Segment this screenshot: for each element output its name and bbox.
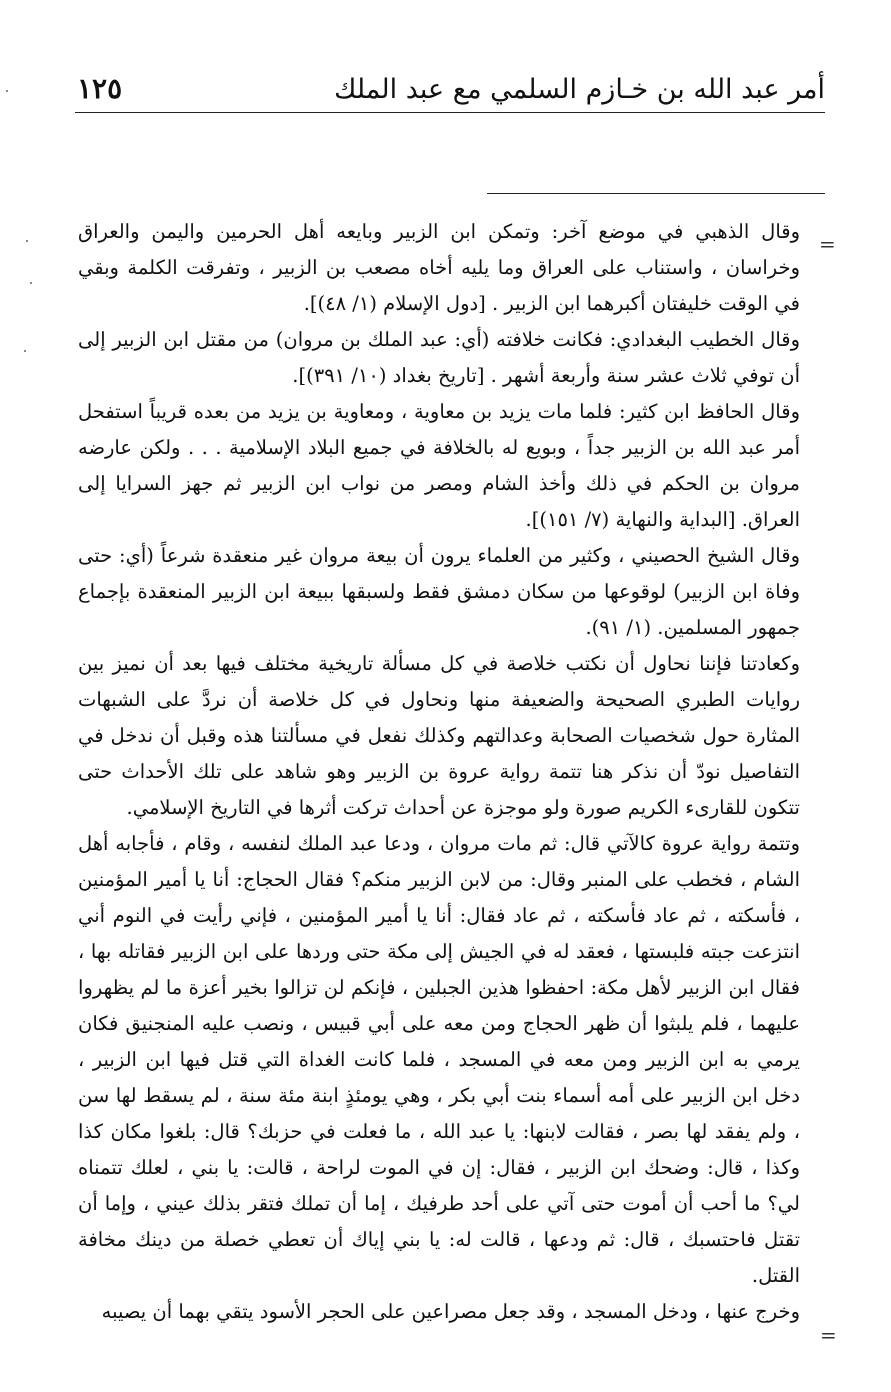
paragraph-ibn-kathir: وقال الحافظ ابن كثير: فلما مات يزيد بن معاوية ، ومعاوية بن يزيد من بعده قريباً استفحل أمر عبد الله بن الزبير جداً ، وبويع له بالخلافة في جميع البلاد الإسلامية . . . ولكن عارضه مروان بن الحكم في ذلك وأخذ الشام ومصر من نواب ابن الزبير ثم جهز السرايا إلى العراق. [البداية والنهاية (٧/ ١٥١)]. <box>78 400 800 531</box>
paragraph-urwa-narration: وتتمة رواية عروة كالآتي قال: ثم مات مروان ، ودعا عبد الملك لنفسه ، وقام ، فأجابه أهل الشام ، فخطب على المنبر وقال: من لابن الزبير منكم؟ فقال الحجاج: أنا يا أمير المؤمنين ، فأسكته ، ثم عاد فأسكته ، ثم عاد فقال: أنا يا أمير المؤمنين ، فإني رأيت في النوم أني انتزعت جبته فلبستها ، فعقد له في الجيش إلى مكة حتى وردها على ابن الزبير فقاتله بها ، فقال ابن الزبير لأهل مكة: احفظوا هذين الجبلين ، فإنكم لن تزالوا بخير أعزة ما لم يظهروا عليهما ، فلم يلبثوا أن ظهر الحجاج ومن معه على أبي قبيس ، ونصب عليه المنجنيق فكان يرمي به ابن الزبير ومن معه في المسجد ، فلما كانت الغداة التي قتل فيها ابن الزبير ، دخل ابن الزبير على أمه أسماء بنت أبي بكر ، وهي يومئذٍ ابنة مئة سنة ، لم يسقط لها سن ، ولم يفقد لها بصر ، فقالت لابنها: يا عبد الله ، ما فعلت في حزبك؟ قال: بلغوا مكان كذا وكذا ، قال: وضحك ابن الزبير ، فقال: إن في الموت لراحة ، قالت: يا بني ، لعلك تتمناه لي؟ ما أحب أن أموت حتى آتي على أحد طرفيك ، إما أن تملك فتقر بذلك عيني ، وإما أن تقتل فاحتسبك ، قال: ثم ودعها ، قالت له: يا بني إياك أن تعطي خصلة من دينك مخافة القتل. <box>78 832 800 1287</box>
paragraph-dhahabi: وقال الذهبي في موضع آخر: وتمكن ابن الزبير وبايعه أهل الحرمين واليمن والعراق وخراسان ، واستناب على العراق وما يليه أخاه مصعب بن الزبير ، وتفرقت الكلمة وبقي في الوقت خليفتان أكبرهما ابن الزبير . [دول الإسلام (١/ ٤٨)]. <box>78 220 800 315</box>
scan-speck <box>24 350 26 352</box>
scan-speck <box>6 90 8 92</box>
margin-mark-bottom: = <box>820 1323 837 1347</box>
paragraph-husaini: وقال الشيخ الحصيني ، وكثير من العلماء يرون أن بيعة مروان غير منعقدة شرعاً (أي: حتى وفاة ابن الزبير) لوقوعها من سكان دمشق فقط ولسبقها ببيعة ابن الزبير المنعقدة بإجماع جمهور المسلمين. (١/ ٩١). <box>78 544 800 639</box>
separator-rule <box>487 193 825 194</box>
scan-speck <box>30 282 32 284</box>
page-number: ١٢٥ <box>77 72 123 105</box>
running-title: أمر عبد الله بن خـازم السلمي مع عبد الملك <box>334 74 825 105</box>
body-text <box>78 214 800 1330</box>
paragraph-summary: وكعادتنا فإننا نحاول أن نكتب خلاصة في كل مسألة تاريخية مختلف فيها بعد أن نميز بين روايات الطبري الصحيحة والضعيفة منها ونحاول في كل خلاصة أن نردَّ على الشبهات المثارة حول شخصيات الصحابة وعدالتهم وكذلك نفعل في مسألتنا هذه وقبل أن ندخل في التفاصيل نودّ أن نذكر هنا تتمة رواية عروة بن الزبير وهو شاهد على تلك الأحداث حتى تتكون للقارىء الكريم صورة ولو موجزة عن أحداث تركت أثرها في التاريخ الإسلامي. <box>78 652 800 819</box>
scan-speck <box>26 240 28 242</box>
paragraph-khatib: وقال الخطيب البغدادي: فكانت خلافته (أي: عبد الملك بن مروان) من مقتل ابن الزبير إلى أن توفي ثلاث عشر سنة وأربعة أشهر . [تاريخ بغداد (١٠/ ٣٩١)]. <box>78 328 800 387</box>
paragraph-continuation: وخرج عنها ، ودخل المسجد ، وقد جعل مصراعين على الحجر الأسود يتقي بهما أن يصيبه <box>101 1300 800 1323</box>
margin-mark-top: = <box>819 232 836 256</box>
page-header <box>75 66 825 113</box>
